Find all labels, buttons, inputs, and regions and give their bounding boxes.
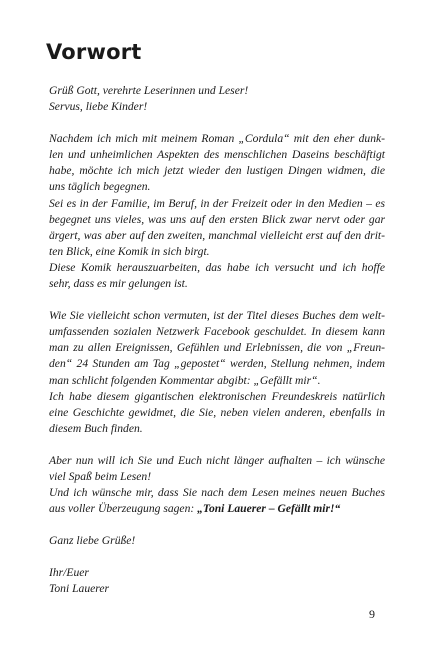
text-line: ten Blick, eine Komik in sich birgt. <box>49 244 210 258</box>
text-line: Aber nun will ich Sie und Euch nicht länger aufhalten – ich wünsche <box>49 453 385 467</box>
text-line: habe, möchte ich mich jetzt wieder den lustigen Dingen widmen, die <box>49 164 385 178</box>
greeting-line: Grüß Gott, verehrte Leserinnen und Leser! <box>49 84 249 97</box>
closing <box>49 533 385 549</box>
text-line: ärgert, was aber auf den zweiten, manchmal vielleicht erst auf den drit- <box>49 228 385 242</box>
text-line: begegnet uns vieles, was uns auf den ersten Blick zwar nervt oder gar <box>49 212 385 226</box>
greeting-line: Servus, liebe Kinder! <box>49 100 148 114</box>
text-line: Wie Sie vielleicht schon vermuten, ist der Titel dieses Buches dem welt- <box>49 309 385 323</box>
text-line: Nachdem ich mich mit meinem Roman „Cordula“ mit den eher dunk- <box>49 132 385 146</box>
greeting <box>49 83 385 115</box>
text-line <box>49 501 385 517</box>
text-line: den“ 24 Stunden am Tag „gepostet“ werden, Stellung nehmen, indem <box>49 357 385 371</box>
text-line: uns täglich begegnen. <box>49 180 151 194</box>
text-line: Und ich wünsche mir, dass Sie nach dem Lesen meines neuen Buches <box>49 486 385 500</box>
closing-line: Ganz liebe Grüße! <box>49 534 136 548</box>
paragraph-1 <box>49 131 385 292</box>
text-line-start: aus voller Überzeugung sagen: <box>49 502 198 516</box>
text-line: umfassenden sozialen Netzwerk Facebook geschuldet. In diesem kann <box>49 325 385 339</box>
text-line: diesem Buch finden. <box>49 421 143 435</box>
text-line: len und unheimlichen Aspekten des menschlichen Daseins beschäftigt <box>49 148 385 162</box>
paragraph-3 <box>49 453 385 517</box>
signature-line: Ihr/Euer <box>49 566 89 580</box>
author-name: Toni Lauerer <box>49 582 110 596</box>
text-line: man schlicht folgenden Kommentar abgibt: „Gefällt mir“. <box>49 373 321 387</box>
page-title: Vorwort <box>46 40 142 64</box>
text-line: Ich habe diesem gigantischen elektronischen Freundeskreis natürlich <box>49 389 385 403</box>
signature <box>49 565 385 597</box>
paragraph-2 <box>49 308 385 437</box>
text-line: Diese Komik herauszuarbeiten, das habe ich versucht und ich hoffe <box>49 260 385 274</box>
text-line: viel Spaß beim Lesen! <box>49 469 152 483</box>
emphasis-quote: „Toni Lauerer – Gefällt mir!“ <box>197 502 341 516</box>
text-line: eine Geschichte gewidmet, die Sie, neben vielen anderen, ebenfalls in <box>49 405 385 419</box>
page-number: 9 <box>369 607 375 621</box>
text-line: Sei es in der Familie, im Beruf, in der Freizeit oder in den Medien – es <box>49 196 385 210</box>
text-line: man zu allen Ereignissen, Gefühlen und Erlebnissen, die von „Freun- <box>49 341 385 355</box>
foreword-text <box>49 83 385 614</box>
text-line: sehr, dass es mir gelungen ist. <box>49 277 188 291</box>
